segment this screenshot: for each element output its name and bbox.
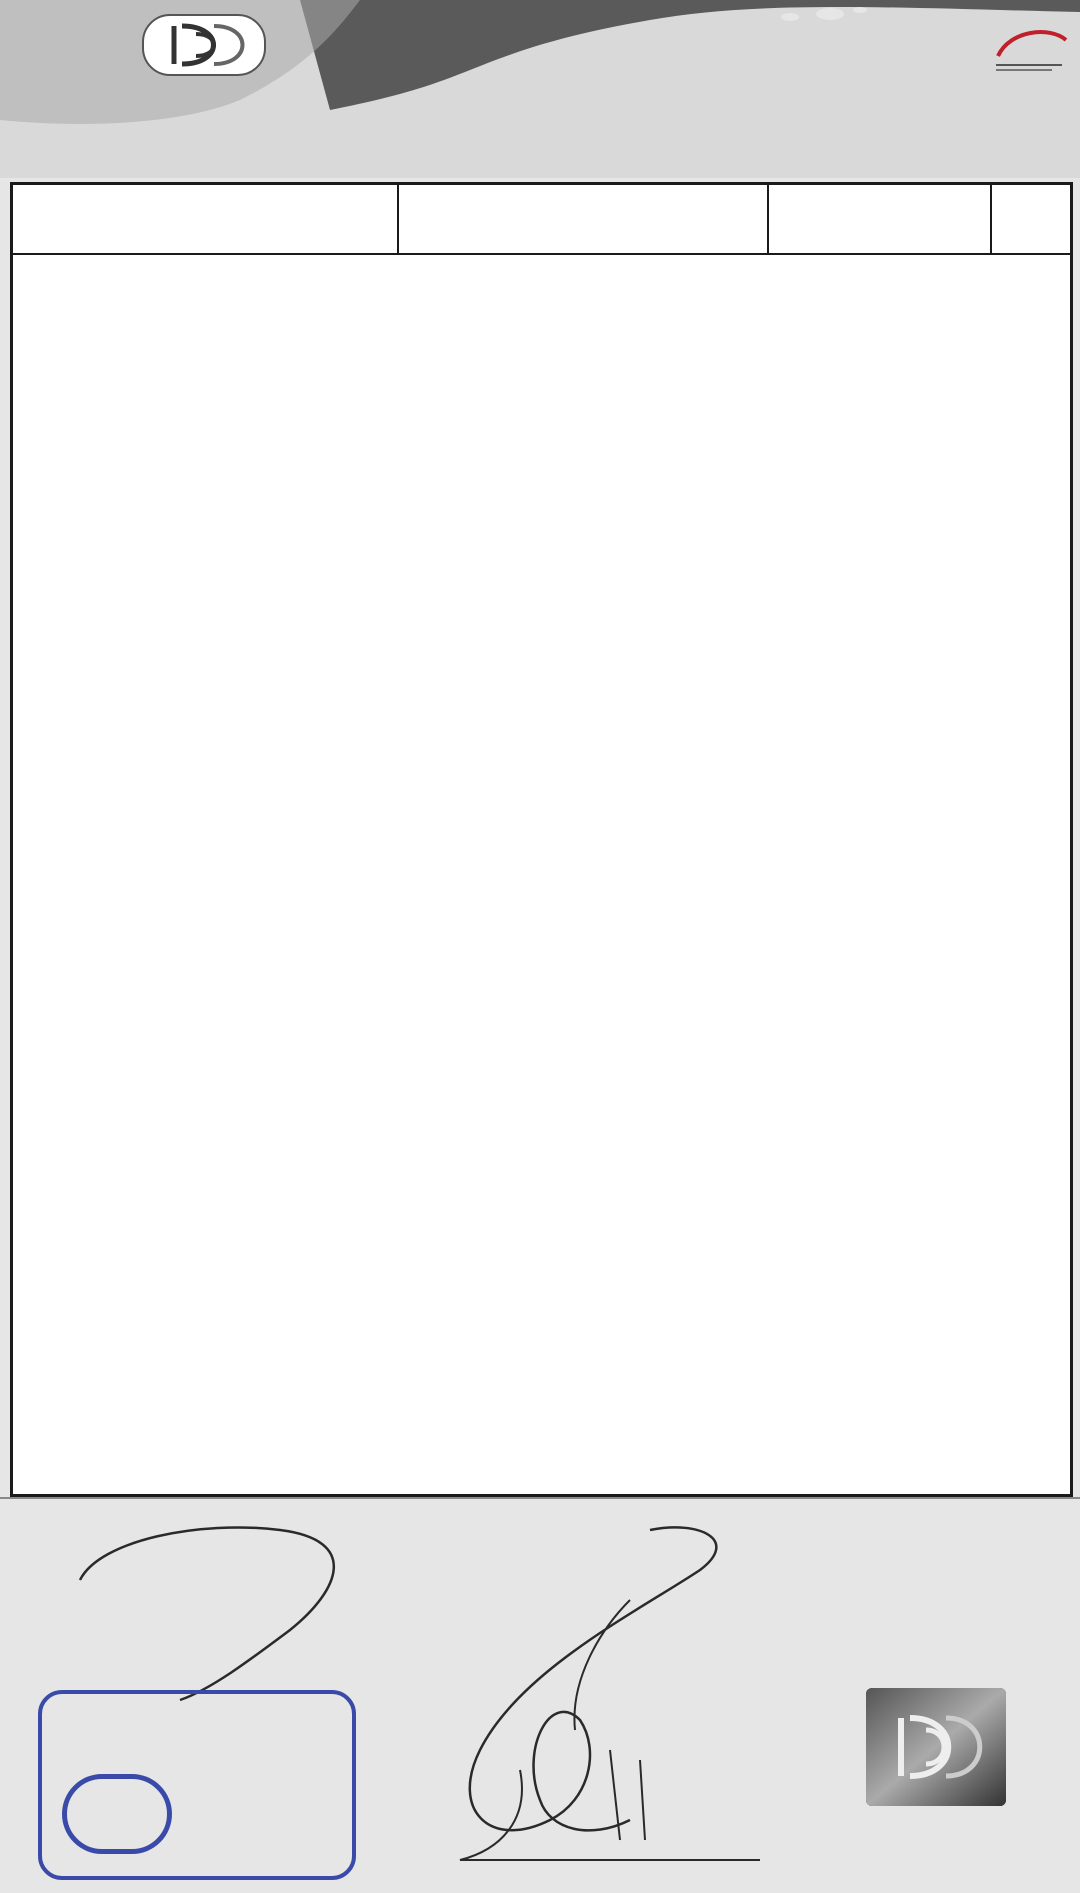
letterhead [0, 0, 1080, 178]
table-header-row [13, 185, 1070, 255]
approver-signature [400, 1520, 780, 1880]
header-property [767, 185, 990, 253]
results-table [10, 182, 1073, 1497]
owner-field [1054, 1638, 1068, 1660]
company-logo [142, 14, 266, 76]
header-result [397, 185, 767, 253]
hologram-sticker [866, 1688, 1006, 1806]
header-num [990, 185, 1070, 253]
manager-signature [40, 1510, 360, 1710]
lab-stamp [38, 1690, 356, 1880]
footer-divider [0, 1497, 1080, 1499]
product-field [1054, 1530, 1068, 1552]
stamp-logo-icon [62, 1774, 172, 1854]
brand-field [1054, 1584, 1068, 1606]
header-standard [13, 185, 397, 253]
naci-logo [990, 26, 1070, 76]
